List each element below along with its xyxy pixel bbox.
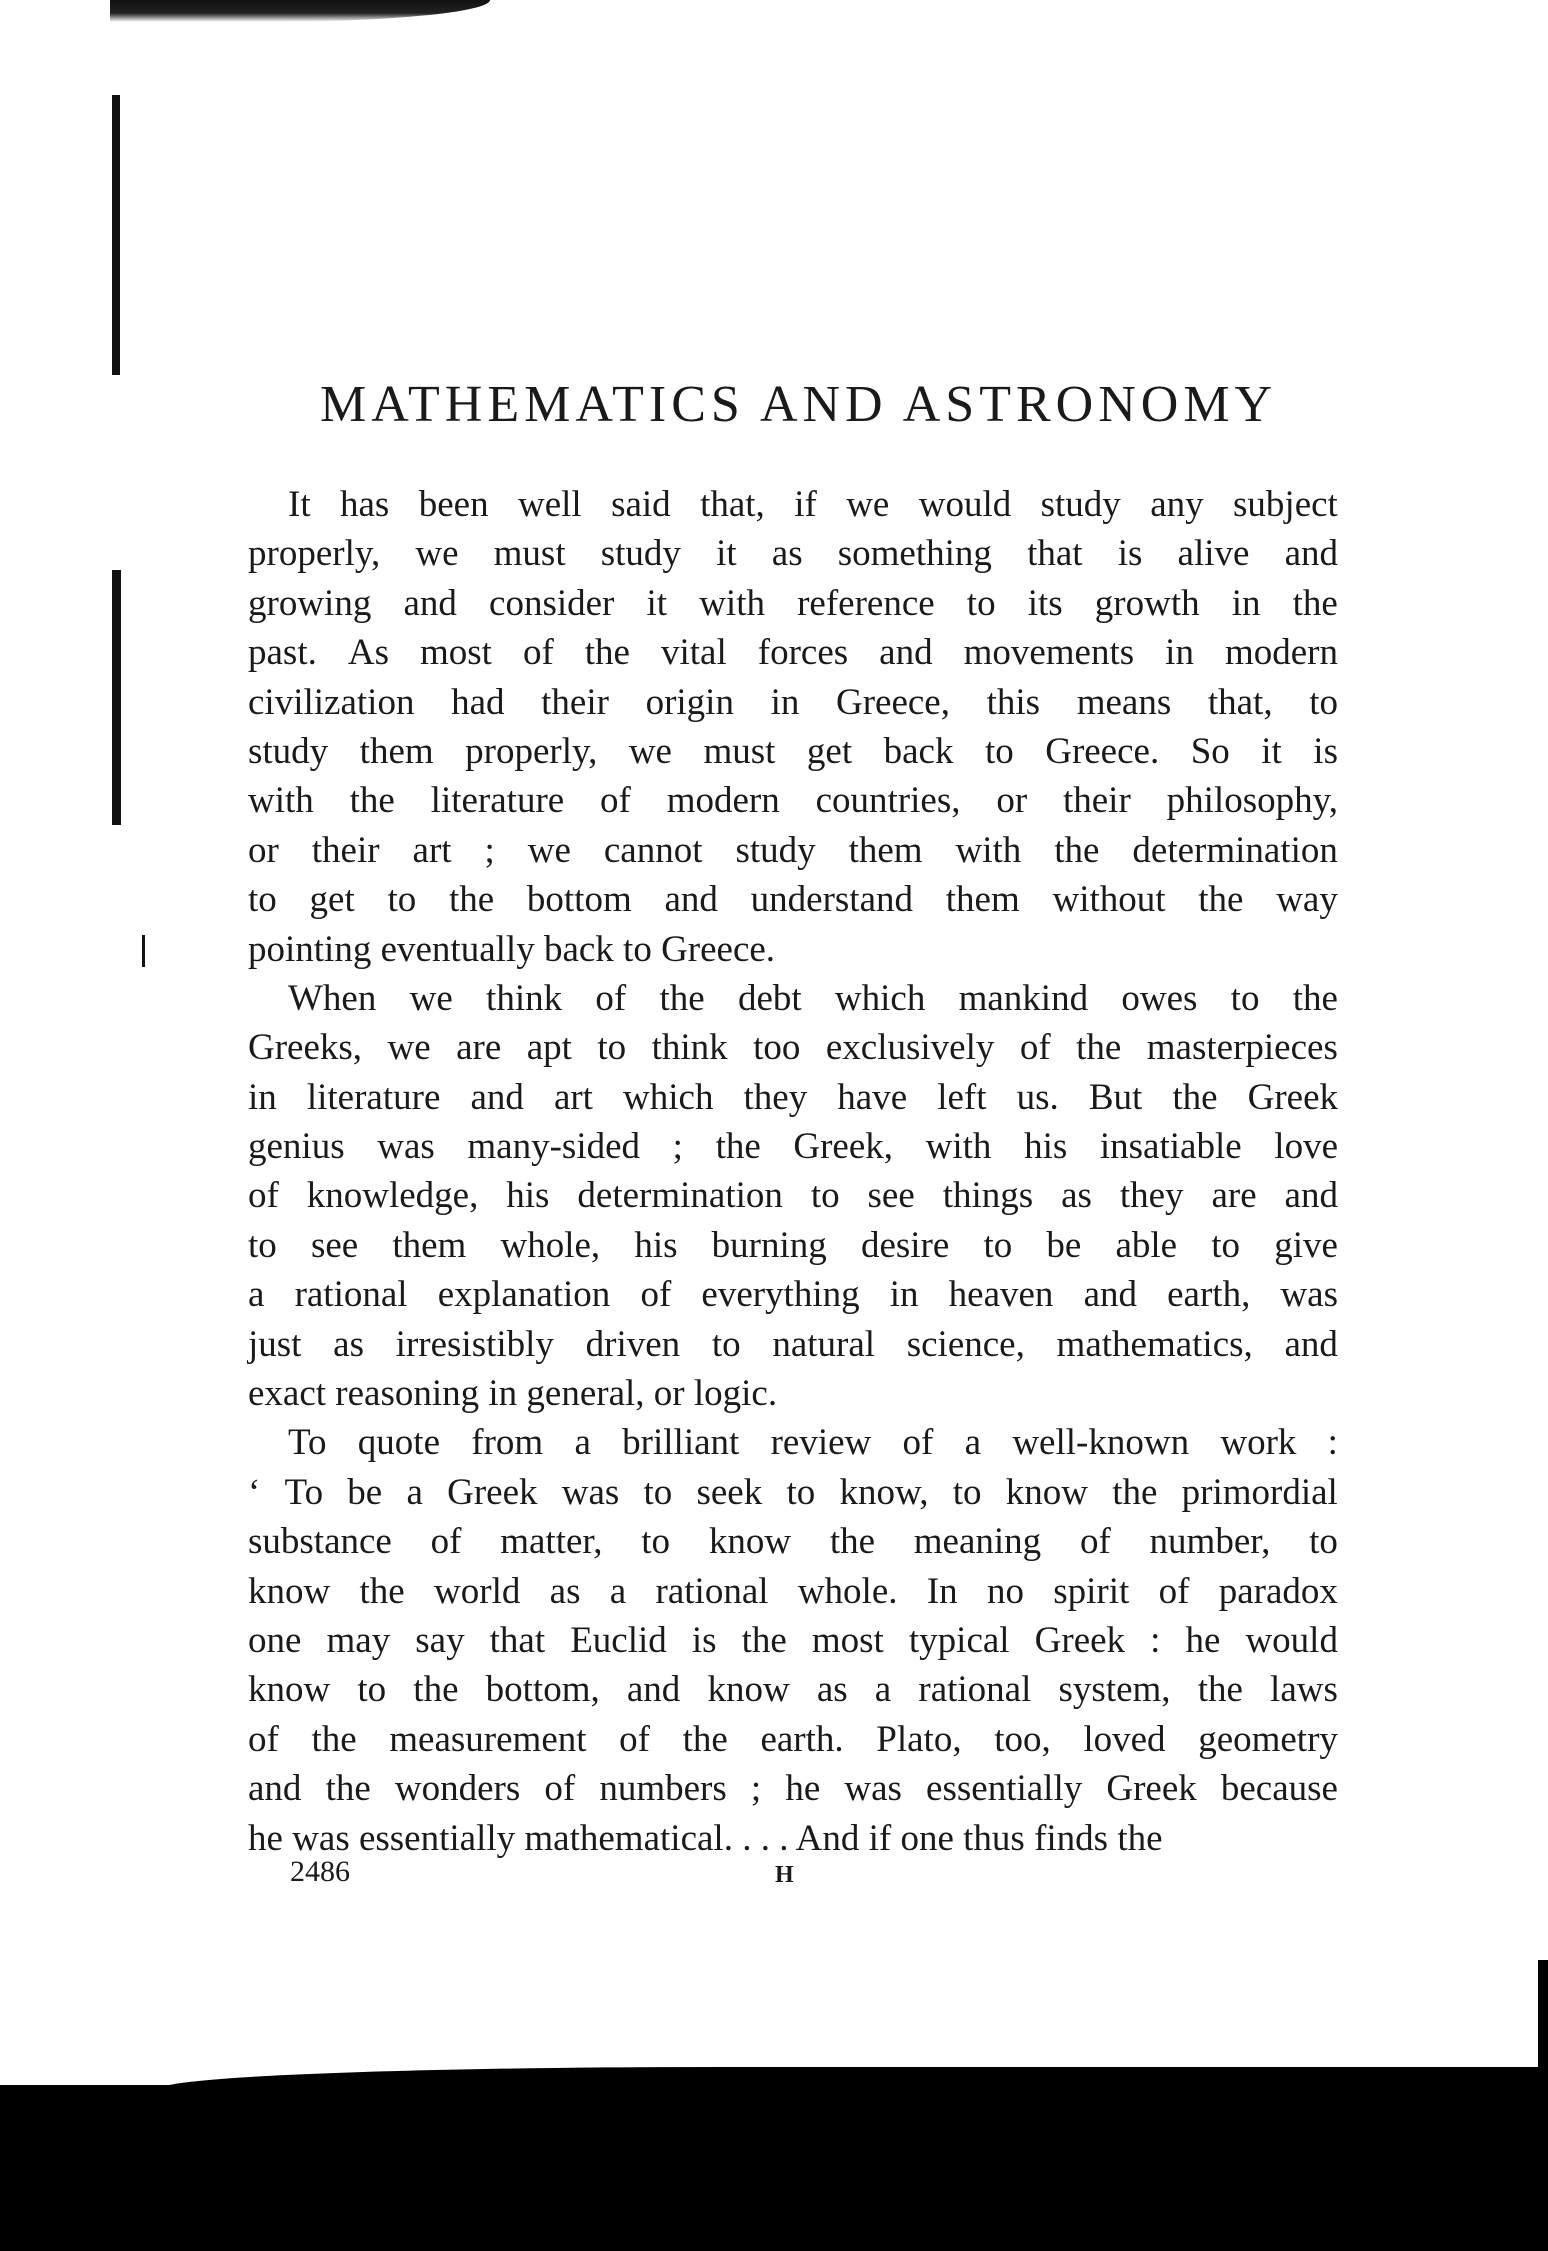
- text-line: of the measurement of the earth. Plato, too, loved geometry: [248, 1718, 1338, 1760]
- text-line: and the wonders of numbers ; he was essentially Greek because: [248, 1768, 1338, 1810]
- text-line: It has been well said that, if we would study any subject: [288, 484, 1338, 525]
- text-line: in literature and art which they have left us. But the Greek: [248, 1076, 1338, 1118]
- text-line: ‘ To be a Greek was to seek to know, to know the primordial: [248, 1471, 1338, 1513]
- text-line: to get to the bottom and understand them without the way: [248, 879, 1338, 921]
- margin-mark: [142, 935, 145, 967]
- text-line: know the world as a rational whole. In no spirit of paradox: [248, 1570, 1338, 1612]
- text-line: past. As most of the vital forces and movements in modern: [248, 632, 1338, 674]
- body-text: [248, 480, 1338, 1863]
- page-title: MATHEMATICS AND ASTRONOMY: [320, 376, 1278, 433]
- text-line: growing and consider it with reference to its growth in the: [248, 582, 1338, 624]
- text-line: Greeks, we are apt to think too exclusively of the masterpieces: [248, 1027, 1338, 1069]
- text-line: study them properly, we must get back to Greece. So it is: [248, 730, 1338, 772]
- text-line: To quote from a brilliant review of a well-known work :: [288, 1422, 1338, 1464]
- text-line: just as irresistibly driven to natural science, mathematics, and: [248, 1323, 1338, 1365]
- margin-mark: [112, 570, 121, 825]
- signature-letter: H: [775, 1862, 794, 1888]
- margin-mark: [112, 95, 120, 375]
- scan-shadow-right: [1538, 1960, 1548, 2090]
- text-line: he was essentially mathematical. . . . And if one thus finds the: [248, 1817, 1163, 1859]
- text-line: genius was many-sided ; the Greek, with his insatiable love: [248, 1126, 1338, 1168]
- text-line: pointing eventually back to Greece.: [248, 928, 776, 970]
- text-line: with the literature of modern countries, or their philosophy,: [248, 780, 1338, 822]
- text-line: a rational explanation of everything in heaven and earth, was: [248, 1274, 1338, 1316]
- text-line: civilization had their origin in Greece, this means that, to: [248, 681, 1338, 723]
- scan-shadow-top: [110, 0, 490, 22]
- text-line: When we think of the debt which mankind owes to the: [288, 977, 1338, 1019]
- text-line: one may say that Euclid is the most typical Greek : he would: [248, 1619, 1338, 1661]
- scan-shadow-bottom: [0, 2085, 1548, 2251]
- signature-number: 2486: [290, 1855, 350, 1888]
- text-line: substance of matter, to know the meaning of number, to: [248, 1521, 1338, 1563]
- text-line: of knowledge, his determination to see things as they are and: [248, 1175, 1338, 1217]
- text-line: to see them whole, his burning desire to be able to give: [248, 1224, 1338, 1266]
- text-line: or their art ; we cannot study them with the determination: [248, 829, 1338, 871]
- text-line: know to the bottom, and know as a rational system, the laws: [248, 1669, 1338, 1711]
- text-line: properly, we must study it as something that is alive and: [248, 533, 1338, 575]
- text-line: exact reasoning in general, or logic.: [248, 1373, 778, 1415]
